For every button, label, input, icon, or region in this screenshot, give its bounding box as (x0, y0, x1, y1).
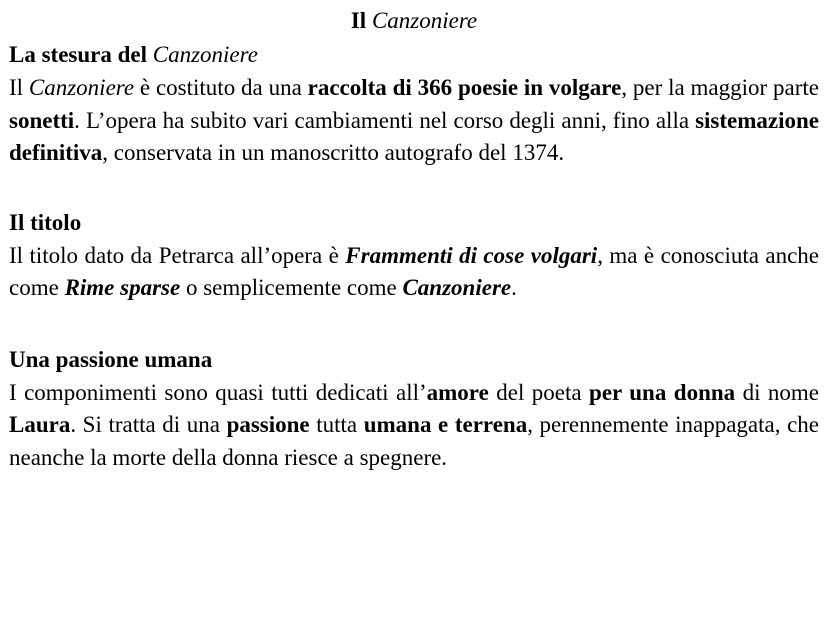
text-run: , perennemente inappagata, che neanche la morte della donna riesce a spegnere. (9, 412, 819, 470)
section-stesura (9, 38, 819, 170)
section-heading-passione: Una passione umana (9, 346, 213, 372)
text-run: di nome (735, 379, 820, 405)
text-run-bold: raccolta di 366 poesie in volgare (307, 75, 622, 100)
text-run: . L’opera ha subito vari cambiamenti nel corso degli anni, fino alla (74, 107, 696, 133)
text-run: Il (9, 75, 29, 100)
heading-text-italic: Canzoniere (152, 42, 258, 67)
text-run: del poeta (488, 379, 590, 405)
text-run-bold: sistemazione definitiva (9, 107, 819, 165)
section-spacer (9, 170, 819, 206)
text-run: , per la maggior parte (621, 75, 819, 100)
text-run-bold: umana e terrena (363, 412, 528, 437)
heading-text: La stesura del (9, 42, 153, 67)
text-run-bold-italic: Frammenti di cose volgari (345, 242, 598, 268)
text-run: Il titolo dato da Petrarca all’opera è (9, 242, 346, 268)
section-heading-titolo: Il titolo (9, 209, 82, 235)
document-title (9, 4, 819, 38)
text-run-bold: sonetti (9, 107, 75, 133)
text-run: , conservata in un manoscritto autografo del 1374. (102, 140, 565, 165)
text-run-bold-italic: Rime sparse (64, 275, 181, 300)
section-titolo (9, 206, 819, 305)
section-passione (9, 343, 819, 475)
title-text-italic: Canzoniere (371, 8, 478, 33)
text-run: I componimenti sono quasi tutti dedicati all’ (9, 379, 427, 405)
text-run: tutta (309, 412, 364, 437)
text-run-bold: per una donna (589, 379, 736, 405)
text-run: . (511, 275, 517, 300)
section-spacer (9, 305, 819, 343)
text-run: , ma è conosciuta anche come (9, 242, 819, 300)
text-run-bold: amore (426, 379, 489, 405)
section-heading-stesura (9, 38, 819, 72)
paragraph-passione (9, 377, 819, 475)
text-run-italic: Canzoniere (28, 75, 135, 100)
text-run: . Si tratta di una (70, 412, 227, 437)
text-run-bold-italic: Canzoniere (402, 275, 512, 300)
text-run: è costituto da una (134, 75, 308, 100)
text-run: o semplicemente come (180, 275, 403, 300)
paragraph-stesura (9, 72, 819, 170)
title-text-regular: Il (350, 8, 372, 33)
paragraph-titolo (9, 240, 819, 305)
text-run-bold: Laura (9, 412, 71, 437)
text-run-bold: passione (226, 412, 310, 437)
